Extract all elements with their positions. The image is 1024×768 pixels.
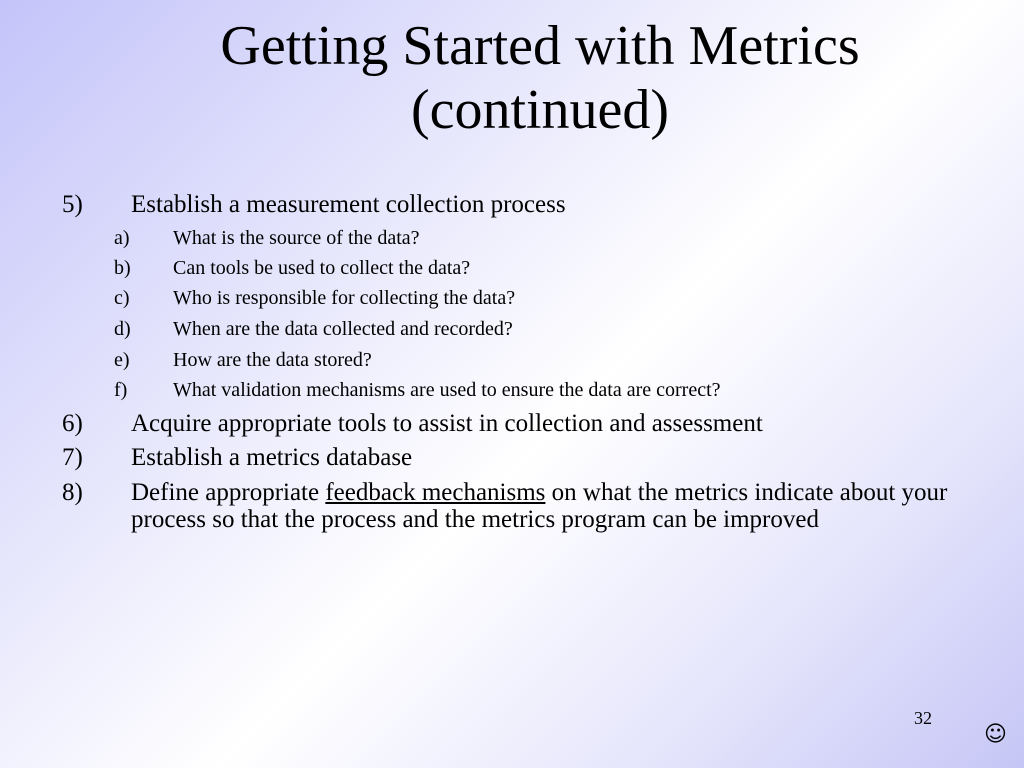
- sub-item-label: d): [114, 318, 131, 340]
- list-item-text: [131, 479, 951, 533]
- sub-item-label: b): [114, 257, 131, 279]
- feedback-mechanisms-link[interactable]: feedback mechanisms: [325, 479, 546, 506]
- sub-item-label: a): [114, 227, 130, 249]
- list-item-number: 5): [62, 191, 83, 218]
- list-item-number: 6): [62, 410, 83, 437]
- sub-item-text: Who is responsible for collecting the data?: [173, 287, 516, 309]
- sub-item-text: What is the source of the data?: [173, 227, 420, 249]
- slide-title: [60, 14, 1020, 142]
- slide-title-line-2: (continued): [410, 79, 670, 141]
- sub-item-text: When are the data collected and recorded?: [173, 318, 513, 340]
- slide-title-line-1: Getting Started with Metrics: [220, 15, 860, 77]
- list-item-text: Acquire appropriate tools to assist in collection and assessment: [131, 410, 763, 437]
- sub-item-text: What validation mechanisms are used to ensure the data are correct?: [173, 379, 721, 401]
- smiley-icon[interactable]: ☺: [984, 722, 1007, 747]
- list-item-number: 8): [62, 479, 83, 506]
- list-item-number: 7): [62, 444, 83, 471]
- sub-item-label: e): [114, 349, 130, 371]
- list-item-text-end: on what the metrics indicate about your process so that the process and the metrics program can be improved: [131, 479, 948, 533]
- sub-item-text: Can tools be used to collect the data?: [173, 257, 471, 279]
- list-item-text: Establish a metrics database: [131, 444, 413, 471]
- page-number: 32: [914, 708, 932, 728]
- list-item-text-start: Define appropriate: [131, 479, 326, 506]
- list-item-text: Establish a measurement collection process: [131, 191, 566, 218]
- sub-item-text: How are the data stored?: [173, 349, 372, 371]
- sub-item-label: f): [114, 379, 128, 401]
- sub-item-label: c): [114, 287, 130, 309]
